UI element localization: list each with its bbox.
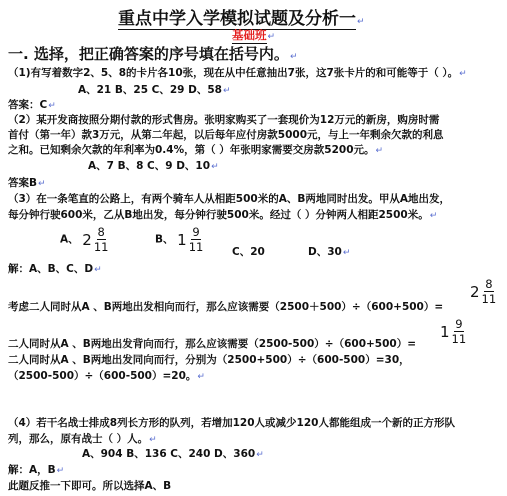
q4-options: A、904 B、136 C、240 D、360↵ bbox=[82, 448, 264, 460]
section-title: 一. 选择，把正确答案的序号填在括号内。↵ bbox=[8, 45, 298, 63]
q3-answer: 解：A、B、C、D↵ bbox=[8, 263, 102, 275]
q3-line2: 每分钟行驶600米，乙从B地出发，每分钟行驶500米。经过（ ）分钟两人相距2500米。↵ bbox=[8, 209, 438, 221]
q3-analysis-3: 二人同时从A 、B两地出发同向而行，分别为（2500+500）÷（600-500）=30， bbox=[8, 354, 410, 366]
q1-stem: （1)有写着数字2、5、8的卡片各10张，现在从中任意抽出7张，这7张卡片的和可能等于（ ）。↵ bbox=[8, 67, 467, 79]
q3-analysis-4: （2500-500）÷（600-500）=20。↵ bbox=[8, 370, 205, 382]
mixed-fraction: 1 $\frac{9}{11}$ bbox=[177, 225, 204, 254]
q3-option-d: D、30↵ bbox=[308, 246, 351, 258]
q2-options: A、7 B、8 C、9 D、10↵ bbox=[88, 160, 219, 172]
q2-line1: （2）某开发商按照分期付款的形式售房。张明家购买了一套现价为12万元的新房，购房时需 bbox=[8, 114, 440, 126]
q3-option-b: B、 1 $\frac{9}{11}$ bbox=[155, 225, 204, 254]
q4-line1: （4）若干名战士排成8列长方形的队列，若增加120人或减少120人都能组成一个新的正方形队 bbox=[8, 417, 455, 429]
q3-analysis-2: 二人同时从A 、B两地出发背向而行，那么应该需要（2500-500）÷（600+500）= bbox=[8, 338, 417, 350]
q2-answer: 答案B↵ bbox=[8, 177, 46, 189]
q2-line3: 之和。已知剩余欠款的年利率为0.4%，第（ ）年张明家需要交房款5200元。↵ bbox=[8, 144, 384, 156]
q4-line2: 列，那么，原有战士（ ）人。↵ bbox=[8, 433, 157, 445]
q1-answer: 答案：C↵ bbox=[8, 99, 56, 111]
mixed-fraction: 1 $\frac{9}{11}$ bbox=[440, 317, 467, 346]
q3-line1: （3）在一条笔直的公路上，有两个骑车人从相距500米的A、B两地同时出发。甲从A地出发， bbox=[8, 193, 450, 205]
mixed-fraction: 2 $\frac{8}{11}$ bbox=[470, 277, 497, 306]
q3-analysis-1: 考虑二人同时从A 、B两地出发相向而行，那么应该需要（2500＋500）÷（600+500）= bbox=[8, 301, 444, 313]
q4-conclusion: 此题反推一下即可。所以选择A、B bbox=[8, 480, 172, 492]
page-title: 重点中学入学模拟试题及分析一↵ bbox=[118, 4, 365, 30]
q3-analysis-2-result bbox=[440, 318, 466, 345]
q1-options: A、21 B、25 C、29 D、58↵ bbox=[78, 84, 231, 96]
subtitle: 基础班↵ bbox=[232, 28, 276, 42]
mixed-fraction: 2 $\frac{8}{11}$ bbox=[82, 225, 109, 254]
q3-analysis-1-result bbox=[470, 278, 496, 305]
q2-line2: 首付（第一年）款3万元，从第二年起，以后每年应付房款5000元，与上一年剩余欠款的利息 bbox=[8, 129, 444, 141]
q3-option-c: C、20 bbox=[232, 246, 265, 258]
q4-answer: 解：A，B↵ bbox=[8, 464, 65, 476]
q3-option-a: A、 2 $\frac{8}{11}$ bbox=[60, 225, 109, 254]
